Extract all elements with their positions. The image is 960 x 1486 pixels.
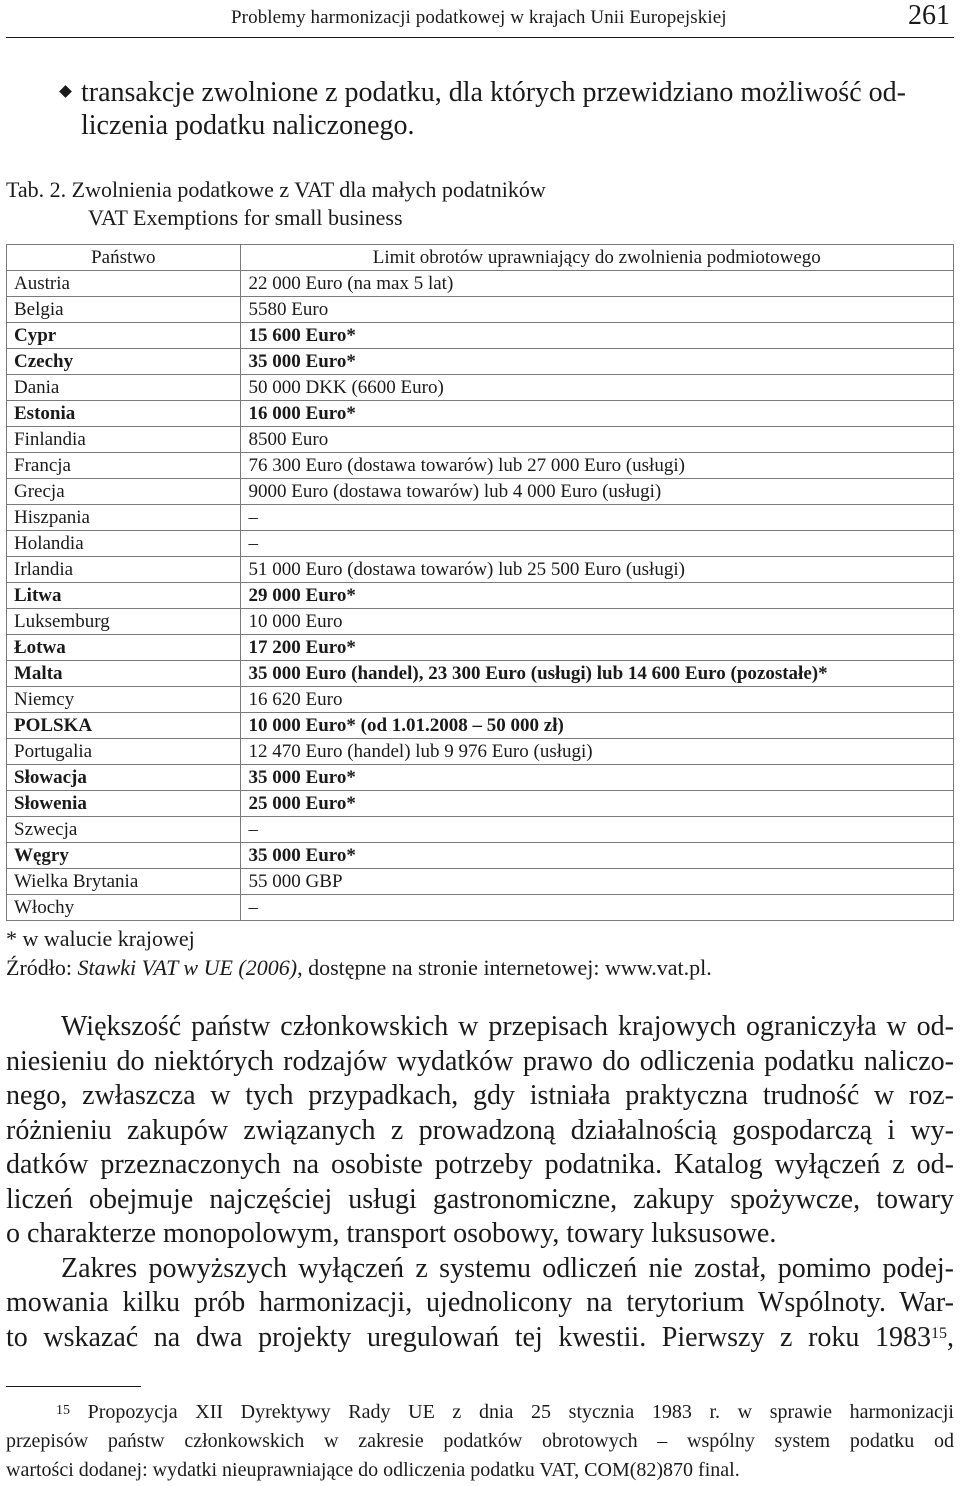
table-row	[7, 791, 954, 817]
body-line: mowania kilku prób harmonizacji, ujednolicony na terytorium Wspólnoty. War-	[6, 1287, 954, 1318]
cell-limit: –	[240, 505, 953, 531]
cell-country: Hiszpania	[7, 505, 241, 531]
cell-limit: 35 000 Euro*	[240, 765, 953, 791]
table-body	[7, 271, 954, 921]
cell-country: Estonia	[7, 401, 241, 427]
cell-country: Belgia	[7, 297, 241, 323]
cell-limit: –	[240, 895, 953, 921]
caption-subtitle: VAT Exemptions for small business	[88, 205, 403, 230]
cell-limit: 9000 Euro (dostawa towarów) lub 4 000 Euro (usługi)	[240, 479, 953, 505]
table-row	[7, 349, 954, 375]
table-row	[7, 557, 954, 583]
cell-country: Malta	[7, 661, 241, 687]
table-row	[7, 869, 954, 895]
cell-country: Szwecja	[7, 817, 241, 843]
source-suffix: , dostępne na stronie internetowej: www.vat.pl.	[297, 955, 712, 980]
cell-country: Dania	[7, 375, 241, 401]
cell-limit: 76 300 Euro (dostawa towarów) lub 27 000 Euro (usługi)	[240, 453, 953, 479]
cell-limit: 10 000 Euro* (od 1.01.2008 – 50 000 zł)	[240, 713, 953, 739]
table-row	[7, 765, 954, 791]
body-line: liczeń obejmuje najczęściej usługi gastronomiczne, zakupy spożywcze, towary	[6, 1183, 954, 1215]
footnote-line-3: wartości dodanej: wydatki nieuprawniające do odliczenia podatku VAT, COM(82)870 final.	[6, 1459, 740, 1481]
cell-country: Portugalia	[7, 739, 241, 765]
caption-title: Tab. 2. Zwolnienia podatkowe z VAT dla małych podatników	[6, 177, 546, 202]
cell-country: Węgry	[7, 843, 241, 869]
cell-country: Irlandia	[7, 557, 241, 583]
cell-country: Luksemburg	[7, 609, 241, 635]
table-row	[7, 479, 954, 505]
cell-limit: 35 000 Euro (handel), 23 300 Euro (usługi) lub 14 600 Euro (pozostałe)*	[240, 661, 953, 687]
cell-country: Cypr	[7, 323, 241, 349]
body-text	[6, 1010, 954, 1355]
table-row	[7, 375, 954, 401]
cell-country: Litwa	[7, 583, 241, 609]
column-header-country: Państwo	[7, 245, 241, 271]
header-rule	[6, 37, 954, 38]
table-row	[7, 323, 954, 349]
cell-limit: 10 000 Euro	[240, 609, 953, 635]
asterisk-note: * w walucie krajowej	[6, 926, 195, 951]
body-line: o charakterze monopolowym, transport osobowy, towary luksusowe.	[6, 1218, 777, 1249]
vat-exemptions-table-wrap	[6, 244, 954, 921]
source-prefix: Źródło:	[6, 955, 78, 980]
page-number: 261	[908, 0, 950, 31]
cell-country: Słowacja	[7, 765, 241, 791]
body-line: niesieniu do niektórych rodzajów wydatków prawo do odliczenia podatku naliczo-	[6, 1045, 954, 1077]
cell-country: Czechy	[7, 349, 241, 375]
body-line: różnieniu zakupów związanych z prowadzoną działalnością gospodarczą i wy-	[6, 1114, 954, 1146]
table-row	[7, 817, 954, 843]
cell-limit: 12 470 Euro (handel) lub 9 976 Euro (usługi)	[240, 739, 953, 765]
column-header-limit: Limit obrotów uprawniający do zwolnienia podmiotowego	[240, 245, 953, 271]
table-row	[7, 427, 954, 453]
bullet-line-1	[6, 76, 950, 109]
cell-limit: 16 620 Euro	[240, 687, 953, 713]
running-header	[0, 0, 960, 38]
cell-limit: 55 000 GBP	[240, 869, 953, 895]
cell-limit: 51 000 Euro (dostawa towarów) lub 25 500 Euro (usługi)	[240, 557, 953, 583]
body-line: Większość państw członkowskich w przepisach krajowych ograniczyła w od-	[61, 1011, 954, 1042]
footnote-line-1	[6, 1398, 954, 1427]
table-row	[7, 583, 954, 609]
body-line: nego, zwłaszcza w tych przypadkach, gdy istniała praktyczna trudność w roz-	[6, 1080, 954, 1111]
cell-limit: –	[240, 531, 953, 557]
cell-limit: 8500 Euro	[240, 427, 953, 453]
cell-country: POLSKA	[7, 713, 241, 739]
vat-exemptions-table	[6, 244, 954, 921]
cell-limit: 15 600 Euro*	[240, 323, 953, 349]
body-line: datków przeznaczonych na osobiste potrzeby podatnika. Katalog wyłączeń z od-	[6, 1149, 954, 1180]
running-title: Problemy harmonizacji podatkowej w krajach Unii Europejskiej	[231, 7, 727, 28]
bullet-item	[6, 76, 950, 142]
table-row	[7, 453, 954, 479]
cell-limit: 17 200 Euro*	[240, 635, 953, 661]
footnote-rule	[6, 1386, 141, 1387]
table-row	[7, 687, 954, 713]
cell-country: Holandia	[7, 531, 241, 557]
footnotes	[6, 1398, 954, 1485]
footnote-line-2: przepisów państw członkowskich w zakresie podatków obrotowych – wspólny system podatku od	[6, 1430, 954, 1452]
cell-limit: 25 000 Euro*	[240, 791, 953, 817]
cell-limit: 16 000 Euro*	[240, 401, 953, 427]
bullet-text-1: transakcje zwolnione z podatku, dla których przewidziano możliwość od-	[81, 77, 906, 108]
cell-country: Austria	[7, 271, 241, 297]
body-last-text: to wskazać na dwa projekty uregulowań tej kwestii. Pierwszy z roku 1983	[6, 1321, 931, 1353]
source-title: Stawki VAT w UE (2006)	[77, 955, 298, 980]
table-row	[7, 843, 954, 869]
table-row	[7, 401, 954, 427]
table-row	[7, 271, 954, 297]
table-row	[7, 713, 954, 739]
footnote-reference[interactable]: 15	[931, 1324, 947, 1342]
cell-limit: 22 000 Euro (na max 5 lat)	[240, 271, 953, 297]
table-row	[7, 505, 954, 531]
table-row	[7, 609, 954, 635]
cell-limit: 35 000 Euro*	[240, 349, 953, 375]
cell-limit: 50 000 DKK (6600 Euro)	[240, 375, 953, 401]
cell-limit: 5580 Euro	[240, 297, 953, 323]
body-line-last	[6, 1321, 954, 1356]
cell-country: Grecja	[7, 479, 241, 505]
cell-limit: 35 000 Euro*	[240, 843, 953, 869]
cell-limit: –	[240, 817, 953, 843]
table-caption	[6, 176, 546, 232]
cell-country: Wielka Brytania	[7, 869, 241, 895]
cell-country: Słowenia	[7, 791, 241, 817]
footnote-text-1: Propozycja XII Dyrektywy Rady UE z dnia 25 stycznia 1983 r. w sprawie harmonizacji	[87, 1401, 954, 1423]
table-notes	[6, 924, 712, 982]
footnote-number: 15	[56, 1403, 70, 1418]
cell-country: Niemcy	[7, 687, 241, 713]
cell-country: Włochy	[7, 895, 241, 921]
cell-country: Finlandia	[7, 427, 241, 453]
body-last-end: ,	[947, 1321, 954, 1353]
body-line: Zakres powyższych wyłączeń z systemu odliczeń nie został, pomimo podej-	[61, 1252, 954, 1284]
cell-country: Łotwa	[7, 635, 241, 661]
cell-country: Francja	[7, 453, 241, 479]
cell-limit: 29 000 Euro*	[240, 583, 953, 609]
table-row	[7, 297, 954, 323]
bullet-line-2: liczenia podatku naliczonego.	[81, 110, 415, 141]
table-row	[7, 661, 954, 687]
source-note	[6, 953, 712, 982]
table-row	[7, 635, 954, 661]
table-row	[7, 895, 954, 921]
table-header-row	[7, 245, 954, 271]
table-row	[7, 531, 954, 557]
table-row	[7, 739, 954, 765]
